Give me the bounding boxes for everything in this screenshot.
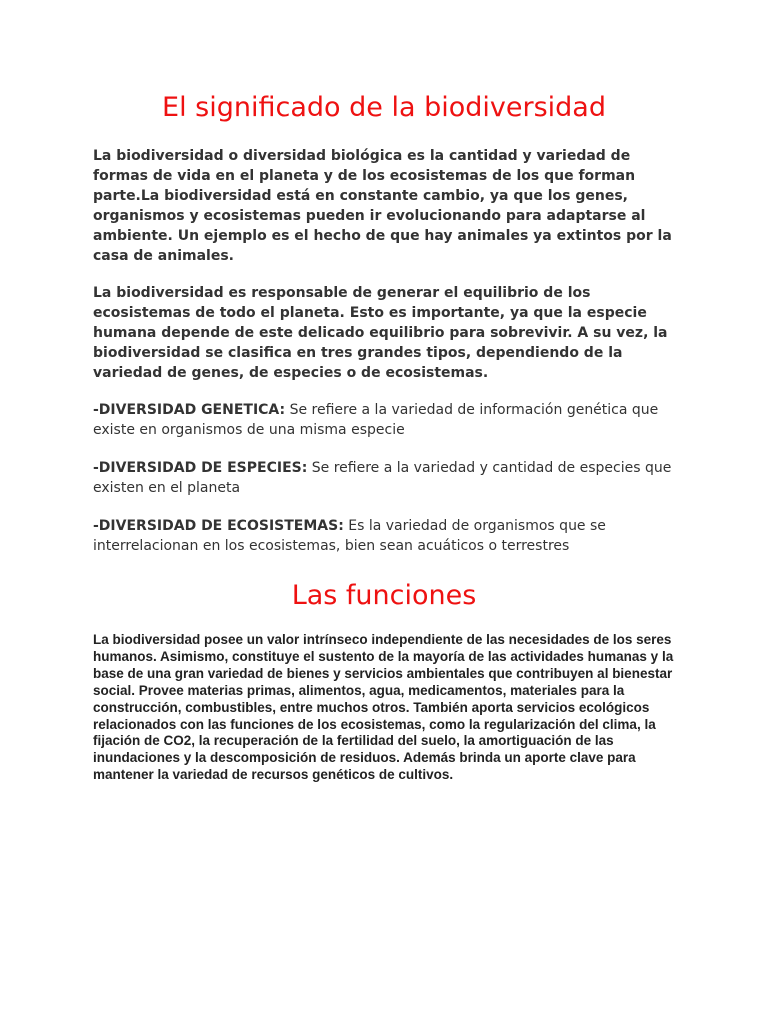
type-genetic-diversity <box>93 400 683 440</box>
type-definition: Se refiere a la variedad de información genética que existe en organismos de una misma especie <box>93 402 659 438</box>
section-title-functions: Las funciones <box>291 580 477 611</box>
intro-paragraph-2: La biodiversidad es responsable de generar el equilibrio de los ecosistemas de todo el planeta. Esto es importante, ya que la especie humana depende de este delicado equilibrio para sobrevivir. A su vez, la biodiversidad se clasifica en tres grandes tipos, dependiendo de la variedad de genes, de especies o de ecosistemas. <box>93 285 668 381</box>
type-term: -DIVERSIDAD GENETICA: <box>93 402 286 418</box>
page-title: El significado de la biodiversidad <box>162 92 606 123</box>
type-definition: Es la variedad de organismos que se interrelacionan en los ecosistemas, bien sean acuáticos o terrestres <box>93 518 606 554</box>
type-term: -DIVERSIDAD DE ECOSISTEMAS: <box>93 518 344 534</box>
type-term: -DIVERSIDAD DE ESPECIES: <box>93 460 308 476</box>
type-definition: Se refiere a la variedad y cantidad de especies que existen en el planeta <box>93 460 672 496</box>
functions-paragraph: La biodiversidad posee un valor intrínseco independiente de las necesidades de los seres humanos. Asimismo, constituye el sustento de la mayoría de las actividades humanas y la base de una gran variedad de bienes y servicios ambientales que contribuyen al bienestar social. Provee materias primas, alimentos, agua, medicamentos, materiales para la construcción, combustibles, entre muchos otros. También aporta servicios ecológicos relacionados con las funciones de los ecosistemas, como la regularización del clima, la fijación de CO2, la recuperación de la fertilidad del suelo, la amortiguación de las inundaciones y la descomposición de residuos. Además brinda un aporte clave para mantener la variedad de recursos genéticos de cultivos. <box>93 632 674 783</box>
type-species-diversity <box>93 458 683 498</box>
type-ecosystem-diversity <box>93 516 683 556</box>
intro-paragraph-1: La biodiversidad o diversidad biológica es la cantidad y variedad de formas de vida en el planeta y de los ecosistemas de los que forman parte.La biodiversidad está en constante cambio, ya que los genes, organismos y ecosistemas pueden ir evolucionando para adaptarse al ambiente. Un ejemplo es el hecho de que hay animales ya extintos por la casa de animales. <box>93 148 672 264</box>
